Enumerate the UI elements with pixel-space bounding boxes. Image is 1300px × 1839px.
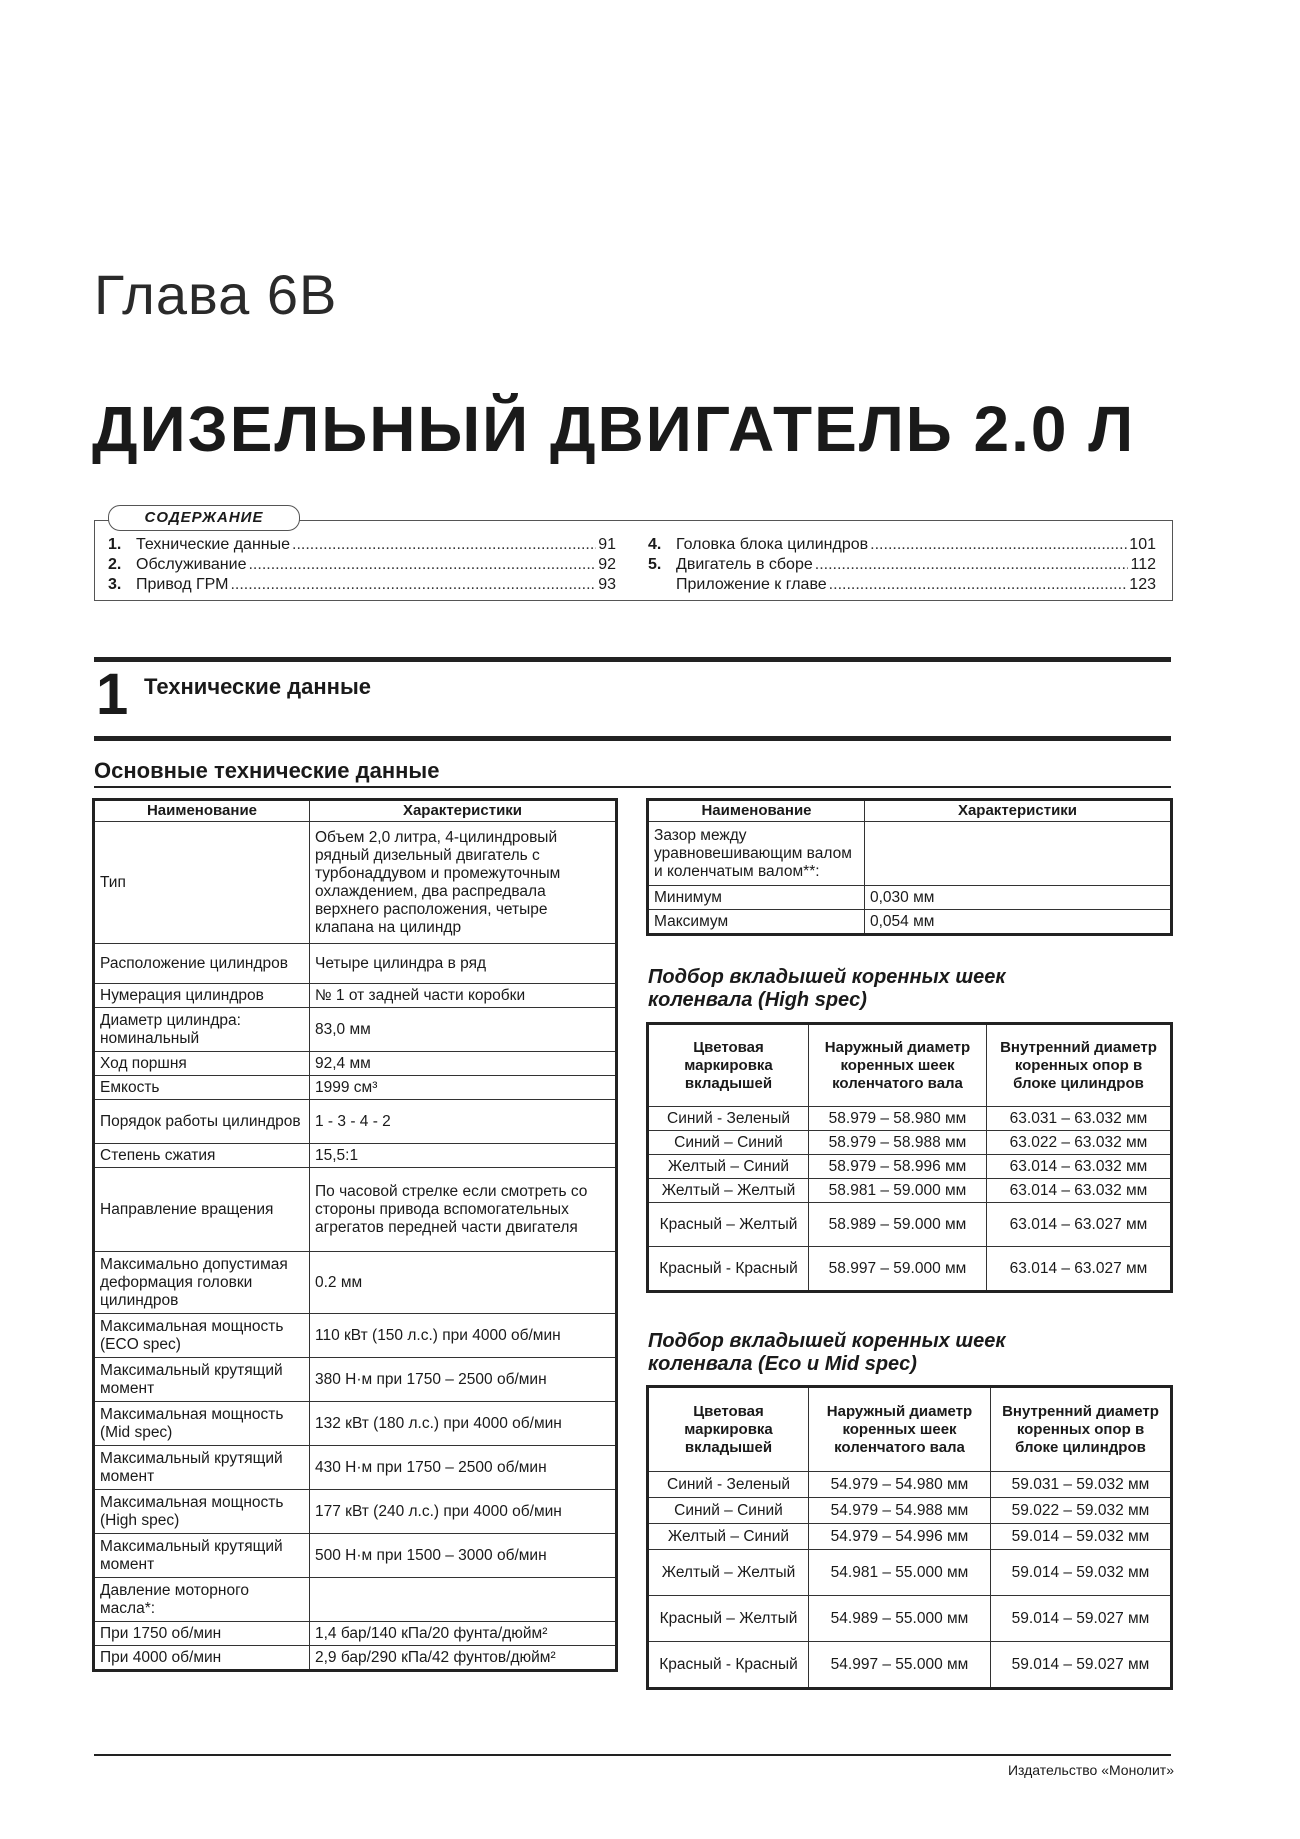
table-cell: 500 Н·м при 1500 – 3000 об/мин [310,1534,616,1578]
table-cell: 54.979 – 54.996 мм [809,1524,991,1550]
table-row [649,1155,1171,1179]
chapter-label: Глава 6В [94,263,338,326]
table-cell: Минимум [649,886,865,910]
table-cell: Синий – Синий [649,1498,809,1524]
table-row [95,1144,616,1168]
table-cell: При 1750 об/мин [95,1622,310,1646]
table-row [95,1052,616,1076]
table-cell: Порядок работы цилиндров [95,1100,310,1144]
table-cell: № 1 от задней части коробки [310,984,616,1008]
table-cell: 0,030 мм [865,886,1171,910]
table-cell: При 4000 об/мин [95,1646,310,1670]
table-cell: 177 кВт (240 л.с.) при 4000 об/мин [310,1490,616,1534]
table-row [649,1203,1171,1247]
toc-item[interactable]: 1. Технические данные ..... 91 [108,535,616,555]
table-cell: 2,9 бар/290 кПа/42 фунтов/дюйм² [310,1646,616,1670]
table-cell: 59.014 – 59.032 мм [991,1550,1171,1596]
table-row [649,910,1171,934]
section-rule-top [94,657,1171,662]
table-cell: 92,4 мм [310,1052,616,1076]
toc-left-column [108,535,616,595]
table-row [649,1550,1171,1596]
table-header-row: Цветовая маркировка вкладышей Наружный диаметр коренных шеек коленчатого вала Внутренний диаметр коренных опор в блоке цилиндров [649,1388,1171,1472]
table-cell: 59.022 – 59.032 мм [991,1498,1171,1524]
table-cell: 59.014 – 59.027 мм [991,1596,1171,1642]
table-cell: По часовой стрелке если смотреть со стороны привода вспомогательных агрегатов передней части двигателя [310,1168,616,1252]
table-header-row: Цветовая маркировка вкладышей Наружный диаметр коренных шеек коленчатого вала Внутренний диаметр коренных опор в блоке цилиндров [649,1025,1171,1107]
table-cell: Четыре цилиндра в ряд [310,944,616,984]
table-cell: 58.979 – 58.980 мм [809,1107,987,1131]
table-cell: Зазор между уравновешивающим валом и коленчатым валом**: [649,822,865,886]
table-row [649,1472,1171,1498]
table-cell: Красный - Красный [649,1642,809,1688]
table-cell: 58.997 – 59.000 мм [809,1247,987,1291]
table-row [95,822,616,944]
table-cell: 0.2 мм [310,1252,616,1314]
table-cell: 54.979 – 54.980 мм [809,1472,991,1498]
table-cell: 63.014 – 63.027 мм [987,1247,1171,1291]
table-row [649,1179,1171,1203]
table-cell: 63.014 – 63.027 мм [987,1203,1171,1247]
table-cell: Синий – Синий [649,1131,809,1155]
table-cell: Максимальная мощность (High spec) [95,1490,310,1534]
table-cell: 1999 см³ [310,1076,616,1100]
table-row [649,1131,1171,1155]
table-row [95,1008,616,1052]
table-cell: Емкость [95,1076,310,1100]
table-cell [865,822,1171,886]
table-cell: Красный – Желтый [649,1203,809,1247]
main-spec-table [94,800,616,1670]
table-cell: 83,0 мм [310,1008,616,1052]
toc-right-column [648,535,1156,595]
publisher-footer: Издательство «Монолит» [1007,1762,1174,1778]
table-cell: 59.014 – 59.032 мм [991,1524,1171,1550]
table-cell: 54.979 – 54.988 мм [809,1498,991,1524]
table-row [95,1622,616,1646]
table-row [95,1168,616,1252]
table-cell: 54.997 – 55.000 мм [809,1642,991,1688]
table-cell: 54.981 – 55.000 мм [809,1550,991,1596]
table-row [649,822,1171,886]
table-cell: Желтый – Синий [649,1155,809,1179]
page-title: ДИЗЕЛЬНЫЙ ДВИГАТЕЛЬ 2.0 Л [92,393,1136,465]
table-row [649,1247,1171,1291]
table-cell: Максимальная мощность (ECO spec) [95,1314,310,1358]
table-cell: Степень сжатия [95,1144,310,1168]
table-row [95,1446,616,1490]
table-row [649,1596,1171,1642]
table-cell [310,1578,616,1622]
table-row [95,1100,616,1144]
table-row [95,984,616,1008]
table-row [95,1358,616,1402]
toc-item[interactable]: 4. Головка блока цилиндров ..... 101 [648,535,1156,555]
table-cell: Максимум [649,910,865,934]
table-cell: 1 - 3 - 4 - 2 [310,1100,616,1144]
table-cell: Объем 2,0 литра, 4-цилиндровый рядный дизельный двигатель с турбонаддувом и промежуточным охлаждением, два распредвала верхнего расположения, четыре клапана на цилиндр [310,822,616,944]
high-spec-title: Подбор вкладышей коренных шеек коленвала (High spec) [648,966,1006,1011]
eco-mid-spec-title: Подбор вкладышей коренных шеек коленвала (Eco и Mid spec) [648,1330,1006,1375]
table-cell: 110 кВт (150 л.с.) при 4000 об/мин [310,1314,616,1358]
table-cell: 0,054 мм [865,910,1171,934]
table-row [649,1642,1171,1688]
table-cell: Максимальный крутящий момент [95,1358,310,1402]
subheading: Основные технические данные [94,758,440,783]
subheading-rule [94,786,1171,788]
table-cell: Диаметр цилиндра: номинальный [95,1008,310,1052]
section-number: 1 [96,662,129,727]
bearing-clearance-table [648,800,1171,934]
table-row [649,886,1171,910]
table-cell: Максимальная мощность (Mid spec) [95,1402,310,1446]
table-cell: Нумерация цилиндров [95,984,310,1008]
table-row [95,944,616,984]
table-cell: Красный – Желтый [649,1596,809,1642]
table-cell: 63.031 – 63.032 мм [987,1107,1171,1131]
toc-item[interactable]: 5. Двигатель в сборе ..... 112 [648,555,1156,575]
section-title: Технические данные [144,674,371,699]
table-row [95,1402,616,1446]
footer-rule [94,1754,1171,1756]
toc-item[interactable]: 2. Обслуживание ..... 92 [108,555,616,575]
table-cell: Максимальный крутящий момент [95,1534,310,1578]
table-cell: 58.989 – 59.000 мм [809,1203,987,1247]
toc-item[interactable]: Приложение к главе ..... 123 [648,575,1156,595]
section-rule-bottom [94,736,1171,741]
table-cell: 63.014 – 63.032 мм [987,1179,1171,1203]
table-cell: 1,4 бар/140 кПа/20 фунта/дюйм² [310,1622,616,1646]
table-cell: 63.014 – 63.032 мм [987,1155,1171,1179]
table-row [95,1076,616,1100]
table-cell: Максимально допустимая деформация головки цилиндров [95,1252,310,1314]
table-row [95,1314,616,1358]
table-row [649,1498,1171,1524]
toc-heading: СОДЕРЖАНИЕ [108,505,300,531]
table-cell: Давление моторного масла*: [95,1578,310,1622]
table-cell: Красный - Красный [649,1247,809,1291]
table-cell: 58.979 – 58.996 мм [809,1155,987,1179]
table-cell: Ход поршня [95,1052,310,1076]
table-cell: 58.979 – 58.988 мм [809,1131,987,1155]
table-cell: 59.031 – 59.032 мм [991,1472,1171,1498]
high-spec-table [648,1024,1171,1291]
table-cell: Максимальный крутящий момент [95,1446,310,1490]
table-row [95,1646,616,1670]
table-cell: Желтый – Синий [649,1524,809,1550]
table-row [649,1524,1171,1550]
table-cell: Желтый – Желтый [649,1179,809,1203]
table-cell: 430 Н·м при 1750 – 2500 об/мин [310,1446,616,1490]
table-row [95,1490,616,1534]
table-cell: Синий - Зеленый [649,1472,809,1498]
table-cell: 15,5:1 [310,1144,616,1168]
table-row [95,1252,616,1314]
table-cell: 54.989 – 55.000 мм [809,1596,991,1642]
table-cell: Синий - Зеленый [649,1107,809,1131]
table-cell: Тип [95,822,310,944]
table-cell: Направление вращения [95,1168,310,1252]
table-row [649,1107,1171,1131]
table-cell: Желтый – Желтый [649,1550,809,1596]
toc-item[interactable]: 3. Привод ГРМ ..... 93 [108,575,616,595]
table-cell: 58.981 – 59.000 мм [809,1179,987,1203]
table-cell: 63.022 – 63.032 мм [987,1131,1171,1155]
eco-mid-spec-table [648,1387,1171,1688]
table-row [95,1578,616,1622]
table-cell: Расположение цилиндров [95,944,310,984]
table-header-row: Наименование Характеристики [649,801,1171,822]
table-header-row: Наименование Характеристики [95,801,616,822]
table-row [95,1534,616,1578]
table-cell: 132 кВт (180 л.с.) при 4000 об/мин [310,1402,616,1446]
table-cell: 59.014 – 59.027 мм [991,1642,1171,1688]
table-cell: 380 Н·м при 1750 – 2500 об/мин [310,1358,616,1402]
